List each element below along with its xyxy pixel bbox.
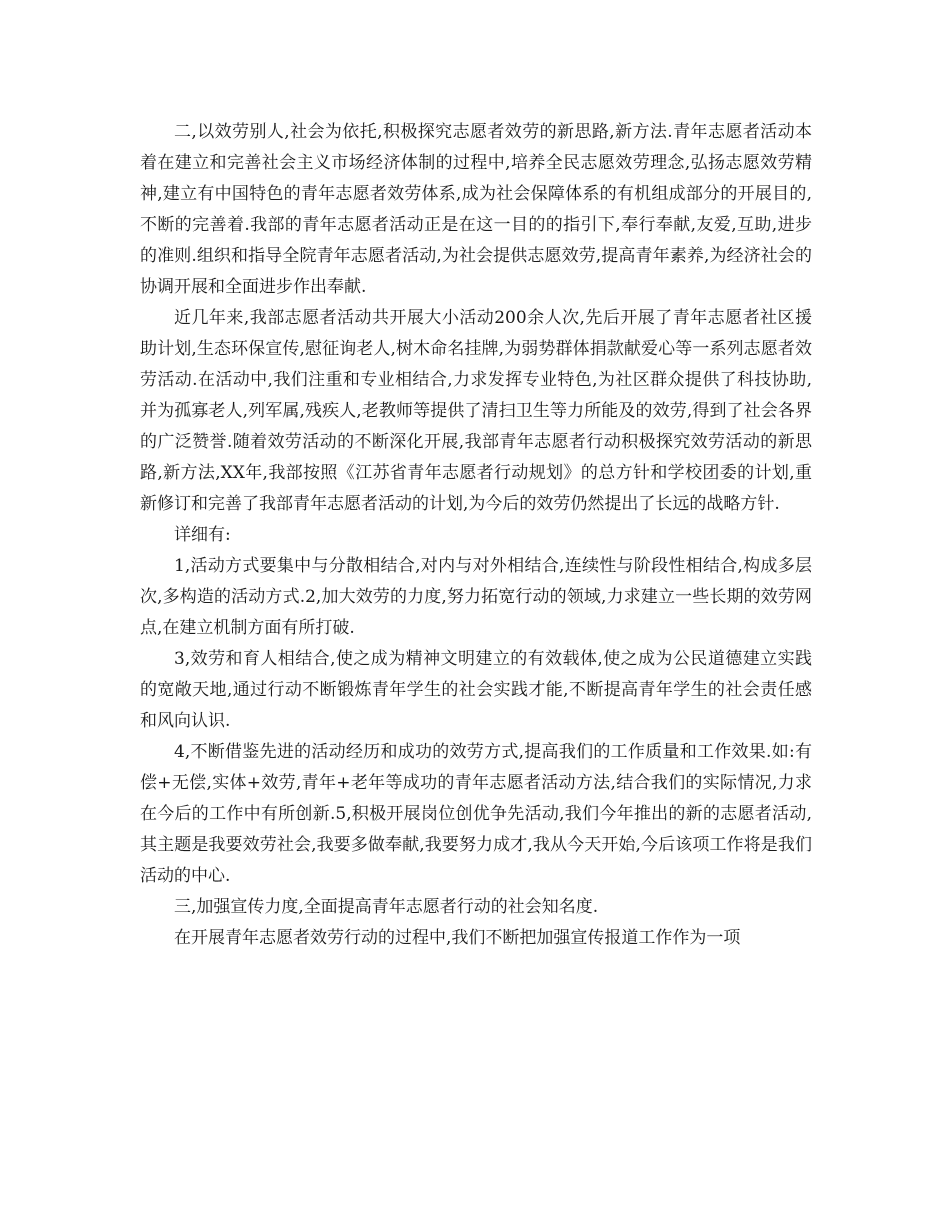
paragraph-item-4-5: 4,不断借鉴先进的活动经历和成功的效劳方式,提高我们的工作质量和工作效果.如:有偿+无偿,实体+效劳,青年+老年等成功的青年志愿者活动方法,结合我们的实际情况,力求在今后的工作中有所创新.5,积极开展岗位创优争先活动,我们今年推出的新的志愿者活动,其主题是我要效劳社会,我要多做奉献,我要努力成才,我从今天开始,今后该项工作将是我们活动的中心. — [140, 742, 812, 886]
paragraph-section-three: 三,加强宣传力度,全面提高青年志愿者行动的社会知名度. — [174, 897, 599, 917]
paragraph-details-heading: 详细有: — [174, 525, 231, 545]
paragraph-publicity: 在开展青年志愿者效劳行动的过程中,我们不断把加强宣传报道工作作为一项 — [174, 928, 741, 948]
paragraph-recent-years: 近几年来,我部志愿者活动共开展大小活动200余人次,先后开展了青年志愿者社区援助计划,生态环保宣传,慰征询老人,树木命名挂牌,为弱势群体捐款献爱心等一系列志愿者效劳活动.在活动中,我们注重和专业相结合,力求发挥专业特色,为社区群众提供了科技协助,并为孤寡老人,列军属,残疾人,老教师等提供了清扫卫生等力所能及的效劳,得到了社会各界的广泛赞誉.随着效劳活动的不断深化开展,我部青年志愿者行动积极探究效劳活动的新思路,新方法,XX年,我部按照《江苏省青年志愿者行动规划》的总方针和学校团委的计划,重新修订和完善了我部青年志愿者活动的计划,为今后的效劳仍然提出了长远的战略方针. — [140, 308, 812, 514]
document-body — [140, 117, 812, 954]
paragraph-section-two: 二,以效劳别人,社会为依托,积极探究志愿者效劳的新思路,新方法.青年志愿者活动本着在建立和完善社会主义市场经济体制的过程中,培养全民志愿效劳理念,弘扬志愿效劳精神,建立有中国特色的青年志愿者效劳体系,成为社会保障体系的有机组成部分的开展目的,不断的完善着.我部的青年志愿者活动正是在这一目的的指引下,奉行奉献,友爱,互助,进步的准则.组织和指导全院青年志愿者活动,为社会提供志愿效劳,提高青年素养,为经济社会的协调开展和全面进步作出奉献. — [140, 122, 812, 297]
paragraph-item-1-2: 1,活动方式要集中与分散相结合,对内与对外相结合,连续性与阶段性相结合,构成多层次,多构造的活动方式.2,加大效劳的力度,努力拓宽行动的领域,力求建立一些长期的效劳网点,在建立机制方面有所打破. — [140, 556, 812, 638]
paragraph-item-3: 3,效劳和育人相结合,使之成为精神文明建立的有效载体,使之成为公民道德建立实践的宽敞天地,通过行动不断锻炼青年学生的社会实践才能,不断提高青年学生的社会责任感和风向认识. — [140, 649, 812, 731]
